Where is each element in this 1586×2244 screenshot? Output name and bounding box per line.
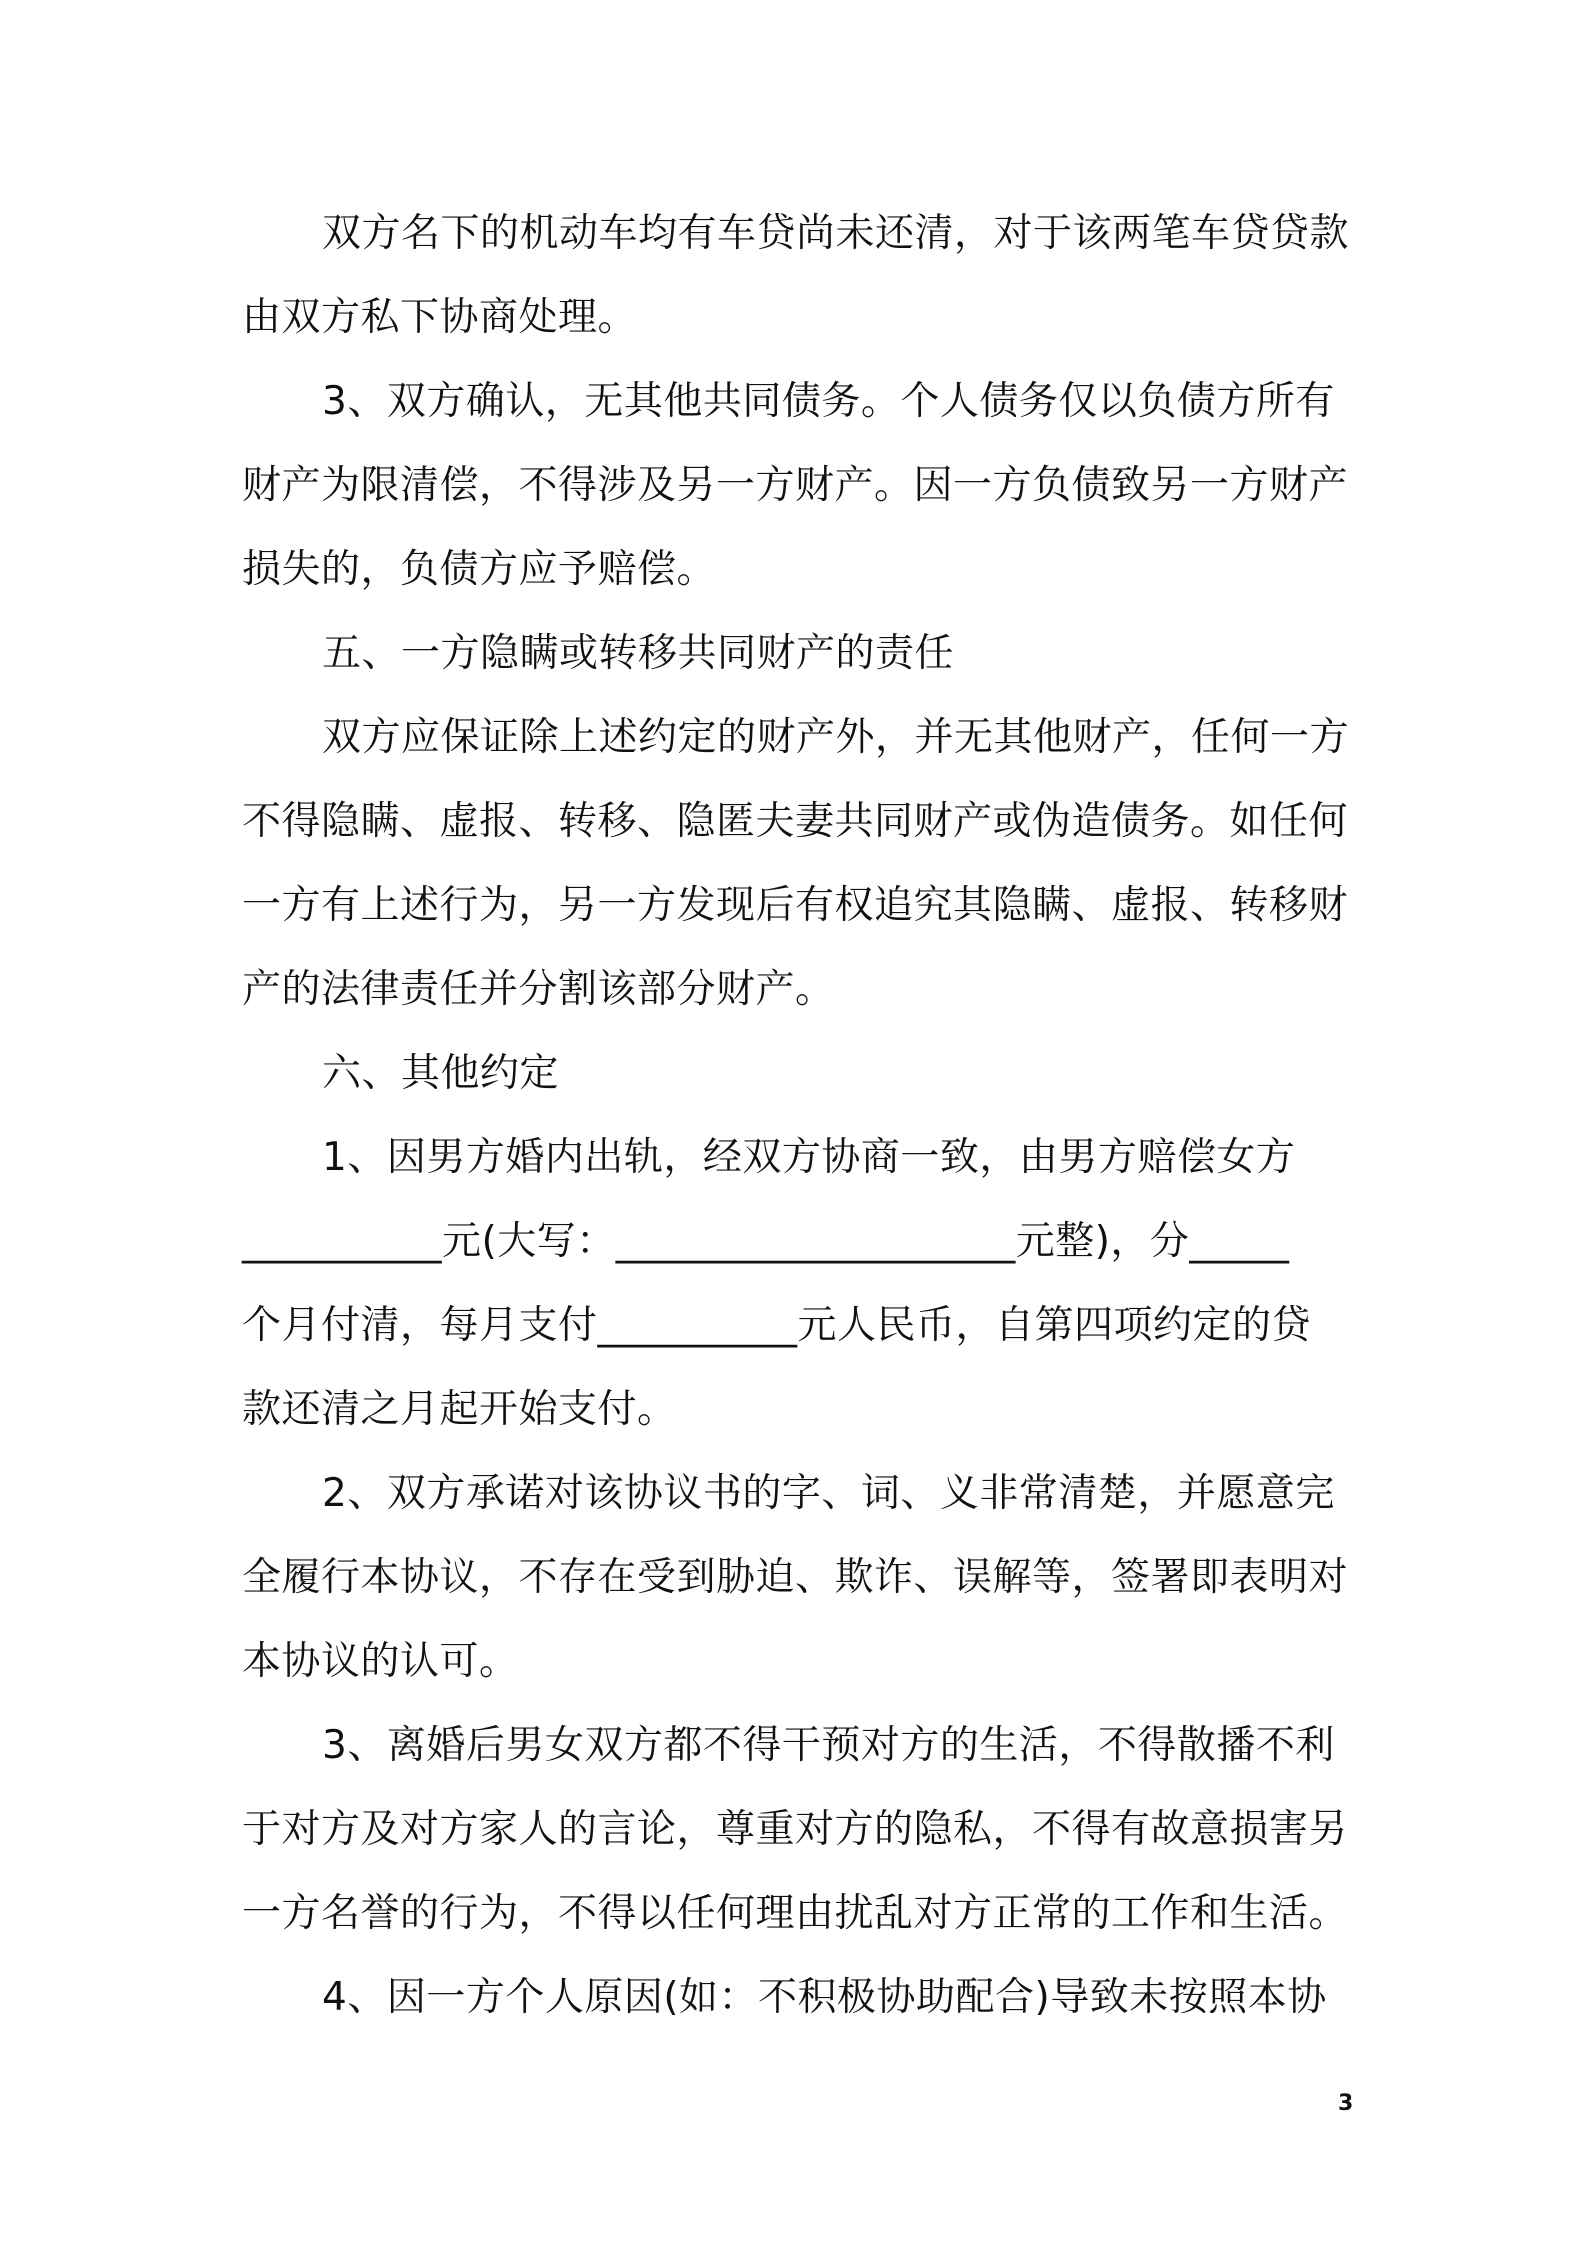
- text-line: 个月付清，每月支付__________元人民币，自第四项约定的贷: [242, 1303, 1312, 1348]
- text-line: 由双方私下协商处理。: [242, 295, 638, 340]
- text-line: 1、因男方婚内出轨，经双方协商一致，由男方赔偿女方: [322, 1135, 1296, 1180]
- text-line: 4、因一方个人原因(如：不积极协助配合)导致未按照本协: [322, 1975, 1327, 2020]
- text-line: 本协议的认可。: [242, 1639, 519, 1684]
- document-body: [242, 192, 1352, 2040]
- text-line: 3、离婚后男女双方都不得干预对方的生活，不得散播不利: [322, 1723, 1335, 1768]
- text-line: 损失的，负债方应予赔偿。: [242, 547, 717, 592]
- text-line: 一方名誉的行为，不得以任何理由扰乱对方正常的工作和生活。: [242, 1891, 1349, 1936]
- section-heading: 六、其他约定: [322, 1051, 560, 1096]
- section-heading: 五、一方隐瞒或转移共同财产的责任: [322, 631, 955, 676]
- page-number: 3: [1338, 2091, 1354, 2116]
- text-line: __________元(大写：____________________元整)，分_____: [242, 1219, 1290, 1264]
- text-line: 双方应保证除上述约定的财产外，并无其他财产，任何一方: [322, 715, 1350, 760]
- text-line: 款还清之月起开始支付。: [242, 1387, 677, 1432]
- text-line: 不得隐瞒、虚报、转移、隐匿夫妻共同财产或伪造债务。如任何: [242, 799, 1349, 844]
- text-line: 3、双方确认，无其他共同债务。个人债务仅以负债方所有: [322, 379, 1335, 424]
- text-line: 财产为限清偿，不得涉及另一方财产。因一方负债致另一方财产: [242, 463, 1349, 508]
- text-line: 于对方及对方家人的言论，尊重对方的隐私，不得有故意损害另: [242, 1807, 1349, 1852]
- text-line: 双方名下的机动车均有车贷尚未还清，对于该两笔车贷贷款: [322, 211, 1350, 256]
- text-line: 产的法律责任并分割该部分财产。: [242, 967, 835, 1012]
- text-line: 全履行本协议，不存在受到胁迫、欺诈、误解等，签署即表明对: [242, 1555, 1349, 1600]
- text-line: 2、双方承诺对该协议书的字、词、义非常清楚，并愿意完: [322, 1471, 1335, 1516]
- text-line: 一方有上述行为，另一方发现后有权追究其隐瞒、虚报、转移财: [242, 883, 1349, 928]
